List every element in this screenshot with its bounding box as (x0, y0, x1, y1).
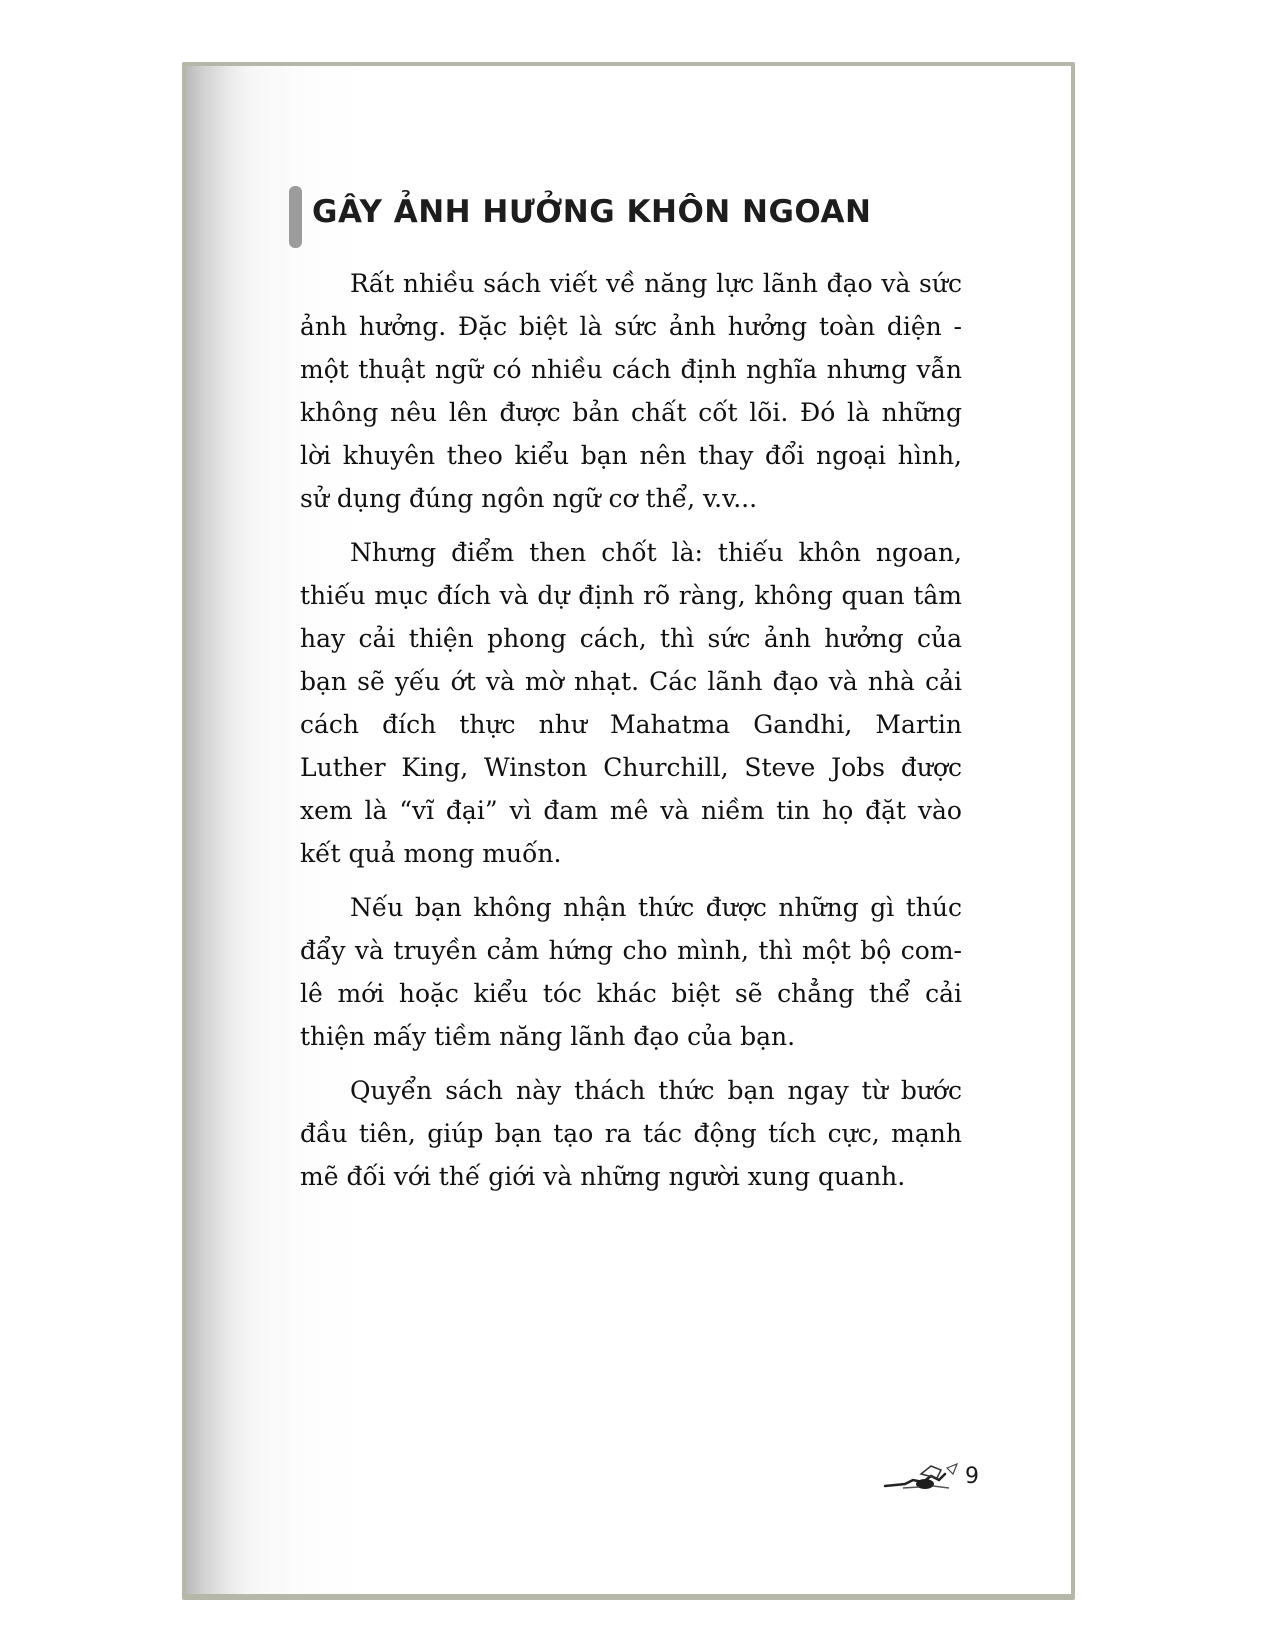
page-footer (883, 1460, 993, 1500)
gutter-shadow (186, 66, 246, 1594)
section-title: GÂY ẢNH HƯỞNG KHÔN NGOAN (312, 194, 872, 230)
page-number: 9 (965, 1464, 979, 1489)
paragraph-3: Nếu bạn không nhận thức được những gì thúc đẩy và truyền cảm hứng cho mình, thì một bộ com-lê mới hoặc kiểu tóc khác biệt sẽ chẳng thể cải thiện mấy tiềm năng lãnh đạo của bạn. (300, 893, 962, 1051)
paragraph-1: Rất nhiều sách viết về năng lực lãnh đạo và sức ảnh hưởng. Đặc biệt là sức ảnh hưởng toàn diện - một thuật ngữ có nhiều cách định nghĩa nhưng vẫn không nêu lên được bản chất cốt lõi. Đó là những lời khuyên theo kiểu bạn nên thay đổi ngoại hình, sử dụng đúng ngôn ngữ cơ thể, v.v... (300, 269, 962, 513)
running-figure-icon (883, 1460, 961, 1494)
section-marker-bar (289, 186, 302, 248)
paragraph-2: Nhưng điểm then chốt là: thiếu khôn ngoan, thiếu mục đích và dự định rõ ràng, không quan tâm hay cải thiện phong cách, thì sức ảnh hưởng của bạn sẽ yếu ớt và mờ nhạt. Các lãnh đạo và nhà cải cách đích thực như Mahatma Gandhi, Martin Luther King, Winston Churchill, Steve Jobs được xem là “vĩ đại” vì đam mê và niềm tin họ đặt vào kết quả mong muốn. (300, 538, 962, 868)
paragraph-4: Quyển sách này thách thức bạn ngay từ bước đầu tiên, giúp bạn tạo ra tác động tích cực, mạnh mẽ đối với thế giới và những người xung quanh. (300, 1076, 962, 1191)
body-text (300, 262, 962, 1209)
